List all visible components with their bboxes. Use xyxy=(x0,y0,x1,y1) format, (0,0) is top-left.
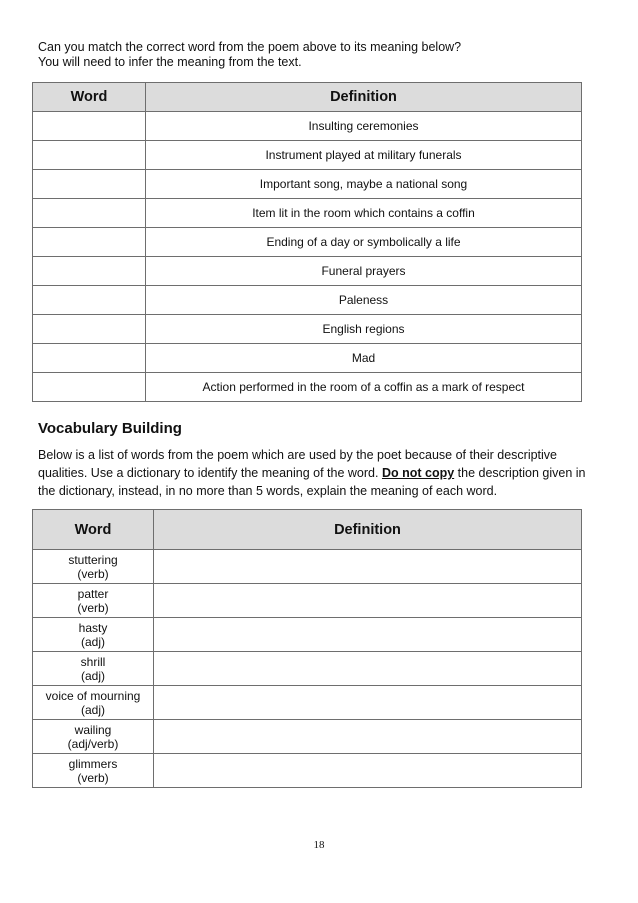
table-row xyxy=(33,618,582,652)
table-row xyxy=(33,315,582,344)
word-definition-table xyxy=(32,82,582,402)
definition-cell[interactable] xyxy=(154,550,582,584)
definition-cell: English regions xyxy=(146,315,582,344)
vocab-desc-part-1: Below is a list of words from the poem which are used by the poet because of their descriptive qualities. Use a dictionary to identify the meaning of the word. xyxy=(38,448,558,480)
instruction-line-2: You will need to infer the meaning from the text. xyxy=(38,55,302,69)
page-number: 18 xyxy=(313,839,325,851)
vocab-word-cell xyxy=(33,584,154,618)
vocabulary-table xyxy=(32,509,582,788)
definition-cell: Paleness xyxy=(146,286,582,315)
definition-cell: Important song, maybe a national song xyxy=(146,170,582,199)
vocab-word: glimmers xyxy=(68,756,118,771)
table-row xyxy=(33,686,582,720)
definition-cell: Instrument played at military funerals xyxy=(146,141,582,170)
definition-cell[interactable] xyxy=(154,652,582,686)
word-cell[interactable] xyxy=(33,112,146,141)
word-column-header: Word xyxy=(33,83,146,112)
word-column-header: Word xyxy=(33,510,154,550)
table-row xyxy=(33,344,582,373)
part-of-speech: (verb) xyxy=(77,566,109,581)
part-of-speech: (adj/verb) xyxy=(67,736,119,751)
vocab-word-cell xyxy=(33,754,154,788)
word-cell[interactable] xyxy=(33,373,146,402)
table-row xyxy=(33,257,582,286)
table-row xyxy=(33,652,582,686)
vocab-word: patter xyxy=(77,586,109,601)
part-of-speech: (adj) xyxy=(80,634,105,649)
definition-cell[interactable] xyxy=(154,584,582,618)
vocab-word: wailing xyxy=(74,722,112,737)
vocab-word: hasty xyxy=(78,620,108,635)
table-row xyxy=(33,286,582,315)
table-row xyxy=(33,141,582,170)
definition-column-header: Definition xyxy=(154,510,582,550)
table-row xyxy=(33,584,582,618)
vocab-word-cell xyxy=(33,550,154,584)
word-cell[interactable] xyxy=(33,141,146,170)
definition-cell[interactable] xyxy=(154,686,582,720)
word-cell[interactable] xyxy=(33,228,146,257)
table-row xyxy=(33,373,582,402)
word-cell[interactable] xyxy=(33,257,146,286)
table-row xyxy=(33,754,582,788)
word-cell[interactable] xyxy=(33,315,146,344)
do-not-copy-emphasis: Do not copy xyxy=(381,466,455,480)
word-cell[interactable] xyxy=(33,199,146,228)
definition-cell: Funeral prayers xyxy=(146,257,582,286)
vocab-desc-part-2: the description given in the dictionary, instead, in no more than 5 words, explain the meaning of each word. xyxy=(38,466,586,498)
table-row xyxy=(33,720,582,754)
table-row xyxy=(33,170,582,199)
part-of-speech: (verb) xyxy=(77,600,109,615)
word-cell[interactable] xyxy=(33,344,146,373)
definition-cell[interactable] xyxy=(154,720,582,754)
table-row xyxy=(33,112,582,141)
vocab-word: stuttering xyxy=(68,552,118,567)
vocab-word: shrill xyxy=(80,654,106,669)
part-of-speech: (adj) xyxy=(80,702,105,717)
definition-column-header: Definition xyxy=(146,83,582,112)
instructions xyxy=(38,40,461,70)
part-of-speech: (verb) xyxy=(77,770,109,785)
definition-cell: Item lit in the room which contains a coffin xyxy=(146,199,582,228)
vocab-word-cell xyxy=(33,652,154,686)
definition-cell: Insulting ceremonies xyxy=(146,112,582,141)
table-row xyxy=(33,199,582,228)
definition-cell[interactable] xyxy=(154,754,582,788)
vocab-word: voice of mourning xyxy=(45,688,141,703)
vocabulary-building-heading: Vocabulary Building xyxy=(38,420,182,437)
definition-cell: Mad xyxy=(146,344,582,373)
definition-cell[interactable] xyxy=(154,618,582,652)
word-cell[interactable] xyxy=(33,286,146,315)
vocab-word-cell xyxy=(33,686,154,720)
table-row xyxy=(33,228,582,257)
vocab-word-cell xyxy=(33,720,154,754)
table-header-row xyxy=(33,83,582,112)
part-of-speech: (adj) xyxy=(80,668,105,683)
table-row xyxy=(33,550,582,584)
definition-cell: Action performed in the room of a coffin as a mark of respect xyxy=(146,373,582,402)
vocab-word-cell xyxy=(33,618,154,652)
vocabulary-instructions xyxy=(38,446,593,500)
instruction-line-1: Can you match the correct word from the poem above to its meaning below? xyxy=(38,40,462,54)
table-header-row xyxy=(33,510,582,550)
word-cell[interactable] xyxy=(33,170,146,199)
definition-cell: Ending of a day or symbolically a life xyxy=(146,228,582,257)
